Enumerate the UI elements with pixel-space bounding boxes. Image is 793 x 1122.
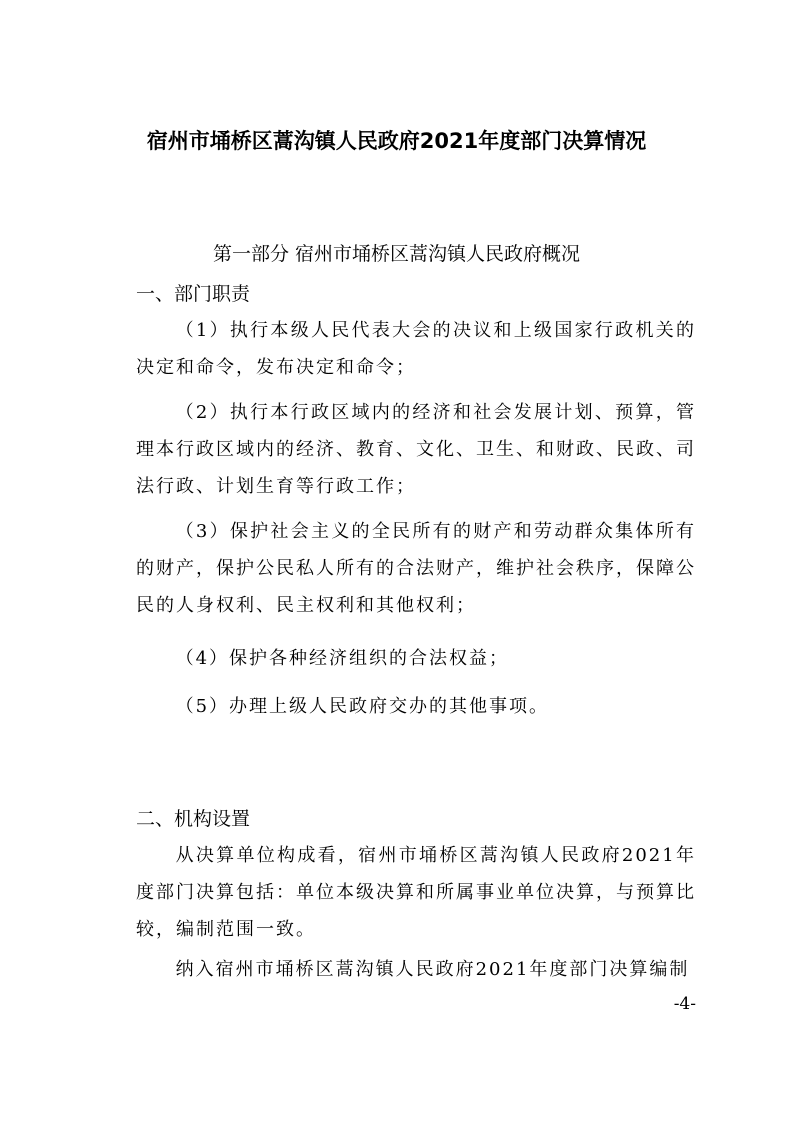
document-title: 宿州市埇桥区蒿沟镇人民政府2021年度部门决算情况: [146, 129, 647, 153]
duty-item-2: （2）执行本行政区域内的经济和社会发展计划、预算，管理本行政区域内的经济、教育、文化、卫生、和财政、民政、司法行政、计划生育等行政工作；: [136, 402, 696, 497]
structure-paragraph-2: 纳入宿州市埇桥区蒿沟镇人民政府2021年度部门决算编制: [175, 959, 690, 980]
structure-paragraph-1: 从决算单位构成看，宿州市埇桥区蒿沟镇人民政府2021年度部门决算包括：单位本级决算和所属事业单位决算，与预算比较，编制范围一致。: [136, 845, 696, 940]
section-one-heading: 一、部门职责: [136, 283, 251, 305]
page-number: -4-: [673, 994, 696, 1014]
section-two-heading: 二、机构设置: [136, 808, 251, 830]
duty-item-4: （4）保护各种经济组织的合法权益；: [175, 648, 510, 669]
duty-item-1: （1）执行本级人民代表大会的决议和上级国家行政机关的决定和命令，发布决定和命令；: [136, 320, 696, 378]
duty-item-3: （3）保护社会主义的全民所有的财产和劳动群众集体所有的财产，保护公民私人所有的合法财产，维护社会秩序，保障公民的人身权利、民主权利和其他权利；: [136, 521, 696, 616]
part-one-heading: 第一部分 宿州市埇桥区蒿沟镇人民政府概况: [212, 243, 581, 265]
duty-item-5: （5）办理上级人民政府交办的其他事项。: [175, 696, 550, 717]
